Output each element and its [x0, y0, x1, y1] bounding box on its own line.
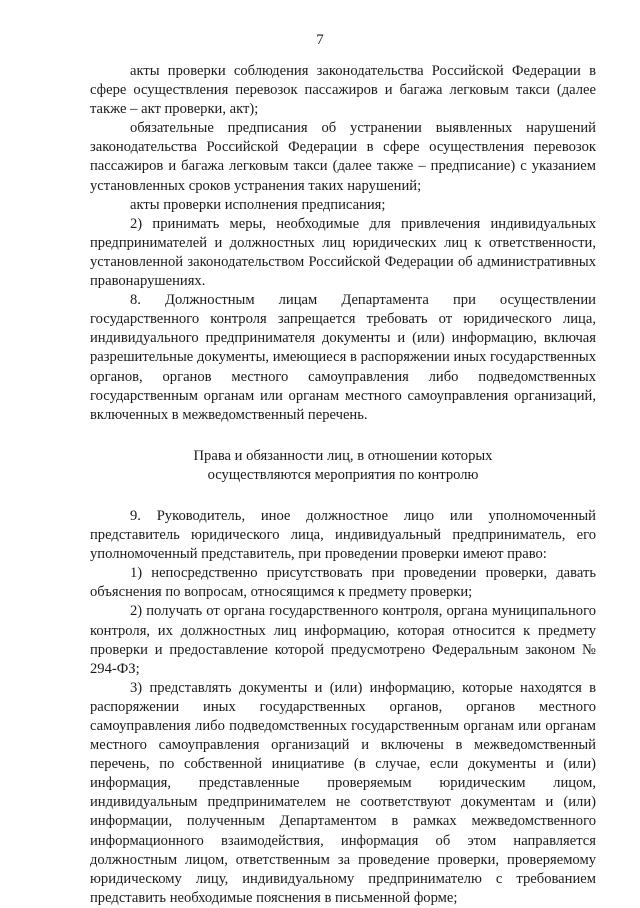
paragraph-mandatory-orders: обязательные предписания об устранении выявленных нарушений законодательства Российской Федерации в сфере осуществления перевозок пассажиров и багажа легковым такси (далее также – предписание) с указанием установленных сроков устранения таких нарушений; — [90, 120, 596, 194]
paragraph-item-2: 2) принимать меры, необходимые для привлечения индивидуальных предпринимателей и должностных лиц юридических лиц к ответственности, установленной законодательством Российской Федерации об административных правонарушениях. — [90, 215, 596, 290]
paragraph-clause-8: 8. Должностным лицам Департамента при осуществлении государственного контроля запрещается требовать от юридического лица, индивидуального предпринимателя документы и (или) информацию, включая разрешительные документы, имеющиеся в распоряжении иных государственных органов, органов местного самоуправления либо подведомственных государственным органам или органам местного самоуправления организаций, включенных в межведомственный перечень. — [90, 292, 596, 423]
paragraph-act-of-inspection: акты проверки соблюдения законодательства Российской Федерации в сфере осуществления перевозок пассажиров и багажа легковым такси (далее также – акт проверки, акт); — [90, 63, 596, 118]
page-number: 7 — [316, 32, 324, 48]
paragraph-inspection-acts: акты проверки исполнения предписания; — [130, 196, 386, 213]
paragraph-right-1: 1) непосредственно присутствовать при проведении проверки, давать объяснения по вопросам, относящимся к предмету проверки; — [90, 565, 596, 601]
section-heading-line-1: Права и обязанности лиц, в отношении которых — [193, 447, 493, 464]
section-heading-line-2: осуществляются мероприятия по контролю — [207, 466, 479, 483]
paragraph-right-2: 2) получать от органа государственного контроля, органа муниципального контроля, их должностных лиц информацию, которая относится к предмету проверки и предоставление которой предусмотрено Федеральным законом № 294-ФЗ; — [90, 603, 596, 677]
paragraph-clause-9: 9. Руководитель, иное должностное лицо или уполномоченный представитель юридического лица, индивидуальный предприниматель, его уполномоченный представитель, при проведении проверки имеют право: — [90, 507, 596, 563]
paragraph-right-3: 3) представлять документы и (или) информацию, которые находятся в распоряжении иных государственных органов, органов местного самоуправления либо подведомственных государственным органам или органам местного самоуправления организаций и включены в межведомственный перечень, по собственной инициативе (в случае, если документы и (или) информация, представленные проверяемым юридическим лицом, индивидуальным предпринимателем не соответствуют документам и (или) информации, полученным Департаментом в рамках межведомственного информационного взаимодействия, информация об этом направляется должностным лицом, ответственным за проведение проверки, проверяемому юридическому лицу, индивидуальному предпринимателю с требованием представить необходимые пояснения в письменной форме; — [90, 679, 596, 906]
document-body — [90, 62, 596, 908]
